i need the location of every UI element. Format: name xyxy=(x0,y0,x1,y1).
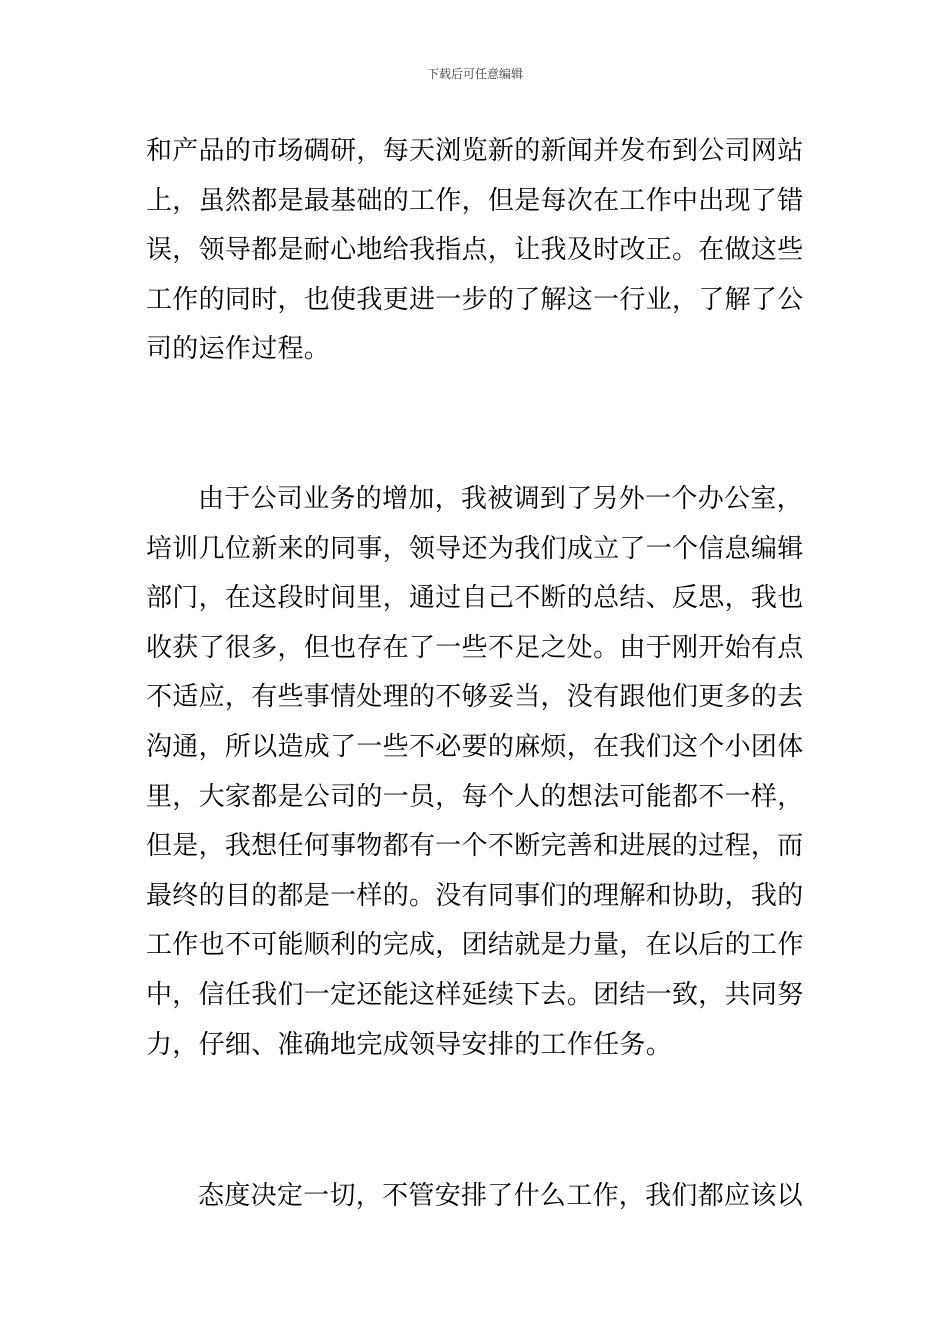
text-line: 司的运作过程。 xyxy=(146,334,331,365)
text-line: 工作的同时，也使我更进一步的了解这一行业，了解了公 xyxy=(146,284,804,315)
text-line-first: 由于公司业务的增加，我被调到了另外一个办公室， xyxy=(198,484,803,514)
text-line: 上，虽然都是最基础的工作，但是每次在工作中出现了错 xyxy=(146,185,804,216)
paragraph-attitude xyxy=(146,1172,811,1222)
text-line: 最终的目的都是一样的。没有同事们的理解和协助，我的 xyxy=(146,880,804,911)
text-line: 部门，在这段时间里，通过自己不断的总结、反思，我也 xyxy=(146,583,804,614)
paragraph-team-work xyxy=(146,475,811,1070)
text-line: 中，信任我们一定还能这样延续下去。团结一致，共同努 xyxy=(146,979,804,1010)
text-line: 工作也不可能顺利的完成，团结就是力量，在以后的工作 xyxy=(146,930,804,961)
text-line: 沟通，所以造成了一些不必要的麻烦，在我们这个小团体 xyxy=(146,731,804,762)
text-line: 但是，我想任何事物都有一个不断完善和进展的过程，而 xyxy=(146,831,804,862)
page-header: 下载后可任意编辑 xyxy=(426,67,523,81)
text-line-first: 态度决定一切，不管安排了什么工作，我们都应该以 xyxy=(198,1181,803,1211)
text-line: 培训几位新来的同事，领导还为我们成立了一个信息编辑 xyxy=(146,533,804,564)
text-line: 不适应，有些事情处理的不够妥当，没有跟他们更多的去 xyxy=(146,682,804,713)
text-line: 收获了很多，但也存在了一些不足之处。由于刚开始有点 xyxy=(146,632,804,663)
paragraph-continuation xyxy=(146,127,811,375)
text-line: 和产品的市场碉研，每天浏览新的新闻并发布到公司网站 xyxy=(146,136,804,166)
text-line: 力，仔细、准确地完成领导安排的工作任务。 xyxy=(146,1029,673,1060)
text-line: 误，领导都是耐心地给我指点，让我及时改正。在做这些 xyxy=(146,235,804,266)
text-line: 里，大家都是公司的一员，每个人的想法可能都不一样， xyxy=(146,781,804,812)
